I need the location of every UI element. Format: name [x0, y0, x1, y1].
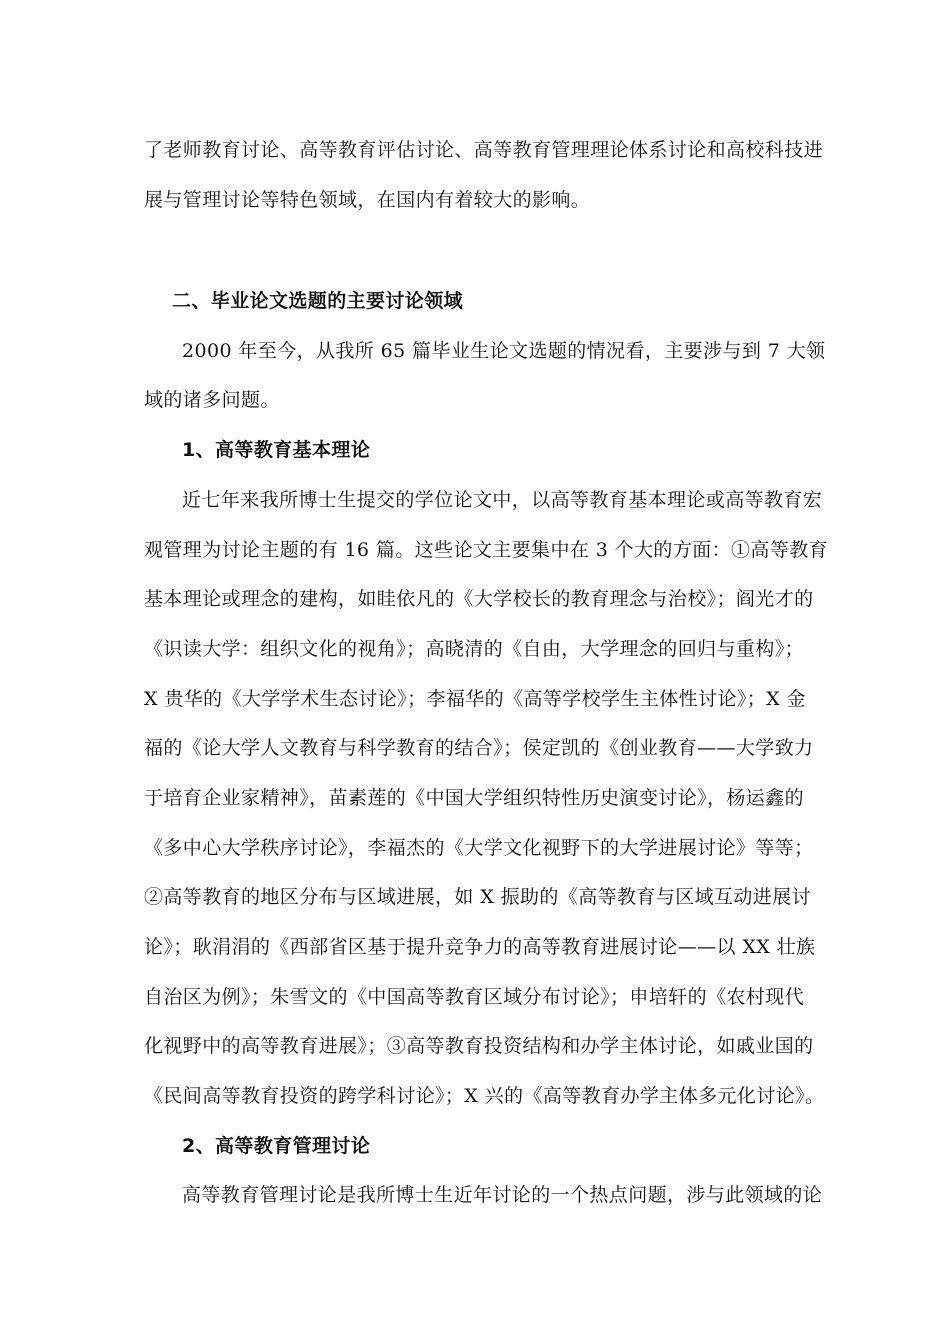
intro-line-2: 展与管理讨论等特色领域，在国内有着较大的影响。 — [144, 189, 591, 211]
sub1-para-line: X 贵华的《大学学术生态讨论》；李福华的《高等学校学生主体性讨论》；X 金 — [144, 688, 806, 710]
sub1-para-line: 《民间高等教育投资的跨学科讨论》；X 兴的《高等教育办学主体多元化讨论》。 — [144, 1085, 825, 1107]
sub1-para-line: 于培育企业家精神》，苗素莲的《中国大学组织特性历史演变讨论》，杨运鑫的 — [144, 787, 805, 809]
sub2-para-line: 高等教育管理讨论是我所博士生近年讨论的一个热点问题，涉与此领域的论 — [182, 1184, 823, 1206]
sub1-para-line: 近七年来我所博士生提交的学位论文中，以高等教育基本理论或高等教育宏 — [182, 489, 823, 511]
sub1-para-line: 《多中心大学秩序讨论》，李福杰的《大学文化视野下的大学进展讨论》等等； — [144, 837, 814, 859]
subsection-1-title: 1、高等教育基本理论 — [182, 439, 371, 461]
section-para-line-2: 域的诸多问题。 — [144, 389, 280, 411]
section-para-line-1: 2000 年至今，从我所 65 篇毕业生论文选题的情况看，主要涉与到 7 大领 — [182, 340, 826, 362]
sub1-para-line: 自治区为例》；朱雪文的《中国高等教育区域分布讨论》；申培轩的《农村现代 — [144, 986, 805, 1008]
sub1-para-line: 化视野中的高等教育进展》；③高等教育投资结构和办学主体讨论，如戚业国的 — [144, 1035, 814, 1057]
subsection-2-title: 2、高等教育管理讨论 — [182, 1135, 371, 1157]
sub1-para-line: 观管理为讨论主题的有 16 篇。这些论文主要集中在 3 个大的方面：①高等教育 — [144, 539, 829, 561]
sub1-para-line: 基本理论或理念的建构，如眭依凡的《大学校长的教育理念与治校》；阎光才的 — [144, 588, 814, 610]
sub1-para-line: 福的《论大学人文教育与科学教育的结合》；侯定凯的《创业教育——大学致力 — [144, 737, 814, 759]
sub1-para-line: 《识读大学：组织文化的视角》；高晓清的《自由，大学理念的回归与重构》； — [144, 638, 805, 660]
sub1-para-line: 论》；耿涓涓的《西部省区基于提升竞争力的高等教育进展讨论——以 XX 壮族 — [144, 936, 816, 958]
intro-line-1: 了老师教育讨论、高等教育评估讨论、高等教育管理理论体系讨论和高校科技进 — [144, 139, 824, 161]
sub1-para-line: ②高等教育的地区分布与区域进展，如 X 振助的《高等教育与区域互动进展讨 — [144, 886, 812, 908]
section-title: 二、毕业论文选题的主要讨论领域 — [172, 290, 464, 312]
